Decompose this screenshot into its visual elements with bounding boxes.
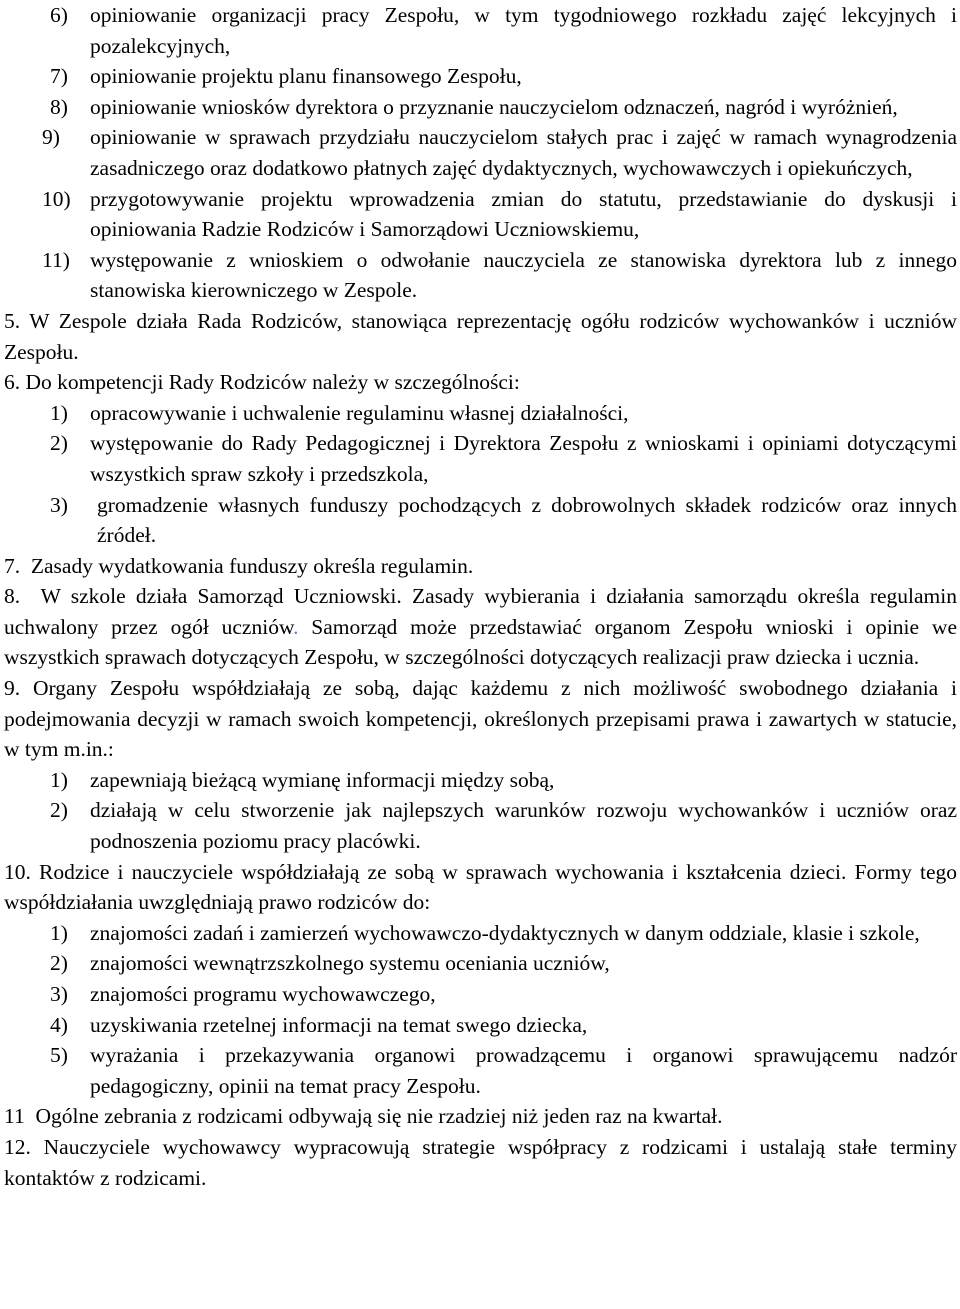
paragraph-number: 7. — [4, 553, 21, 578]
paragraph-text: Zasady wydatkowania funduszy określa regulamin. — [30, 553, 474, 578]
list-number: 4) — [50, 1012, 68, 1037]
list-item — [4, 0, 957, 61]
list-item — [4, 428, 957, 489]
paragraph-text: Do kompetencji Rady Rodziców należy w szczególności: — [25, 370, 520, 395]
paragraph-number: 8. — [4, 584, 21, 609]
list-item — [4, 490, 957, 551]
list-item — [4, 979, 957, 1010]
list-number: 8) — [50, 94, 68, 119]
list-text: opiniowanie wniosków dyrektora o przyznanie nauczycielom odznaczeń, nagród i wyróżnień, — [90, 94, 898, 119]
paragraph-text-continued: Samorząd może przedstawiać organom Zespołu wnioski i opinie we wszystkich sprawach dotyczących Zespołu, w szczególności dotyczących realizacji praw dziecka i ucznia. — [4, 614, 957, 670]
paragraph-number: 9. — [4, 676, 21, 701]
list-text: występowanie do Rady Pedagogicznej i Dyrektora Zespołu z wnioskami i opiniami dotyczącymi wszystkich spraw szkoły i przedszkola, — [90, 431, 957, 486]
paragraph-12 — [4, 1132, 957, 1193]
list-number: 1) — [50, 767, 68, 792]
list-text: działają w celu stworzenie jak najlepszych warunków rozwoju wychowanków i uczniów oraz podnoszenia poziomu pracy placówki. — [90, 798, 957, 854]
paragraph-number: 5. — [4, 308, 21, 333]
list-text: przygotowywanie projektu wprowadzenia zmian do statutu, przedstawianie do dyskusji i opiniowania Radzie Rodziców i Samorządowi Uczniowskiemu, — [90, 186, 957, 242]
list-number: 5) — [50, 1043, 68, 1068]
list-item — [4, 245, 957, 306]
list-number: 1) — [50, 920, 68, 945]
paragraph-text: Rodzice i nauczyciele współdziałają ze sobą w sprawach wychowania i kształcenia dzieci. Formy tego współdziałania uwzględniają prawo rodziców do: — [4, 859, 958, 915]
list-number: 1) — [50, 400, 68, 425]
list-item — [4, 918, 957, 949]
list-item — [4, 92, 957, 123]
list-number: 3) — [50, 492, 68, 517]
paragraph-6 — [4, 367, 957, 398]
list-number: 2) — [50, 431, 68, 456]
paragraph-8 — [4, 581, 957, 673]
list-text: znajomości programu wychowawczego, — [90, 982, 436, 1006]
paragraph-number: 12. — [4, 1134, 31, 1159]
list-item — [4, 398, 957, 429]
list-text: zapewniają bieżącą wymianę informacji między sobą, — [90, 767, 555, 792]
list-number: 11) — [42, 247, 70, 272]
paragraph-text: W Zespole działa Rada Rodziców, stanowiąca reprezentację ogółu rodziców wychowanków i uczniów Zespołu. — [4, 308, 957, 364]
list-text: opiniowanie w sprawach przydziału nauczycielom stałych prac i zajęć w ramach wynagrodzenia zasadniczego oraz dodatkowo płatnych zajęć dydaktycznych, wychowawczych i opiekuńczych, — [90, 125, 957, 180]
paragraph-text: Ogólne zebrania z rodzicami odbywają się nie rzadziej niż jeden raz na kwartał. — [35, 1104, 723, 1129]
list-number: 10) — [42, 186, 71, 211]
paragraph-7 — [4, 551, 957, 582]
list-text: uzyskiwania rzetelnej informacji na temat swego dziecka, — [90, 1012, 588, 1037]
list-item — [4, 1010, 957, 1041]
list-number: 3) — [50, 982, 68, 1006]
list-item — [4, 122, 957, 183]
paragraph-10 — [4, 857, 957, 918]
list-item — [4, 795, 957, 856]
list-item — [4, 184, 957, 245]
list-text: wyrażania i przekazywania organowi prowadzącemu i organowi sprawującemu nadzór pedagogiczny, opinii na temat pracy Zespołu. — [90, 1043, 957, 1098]
paragraph-11 — [4, 1101, 957, 1132]
paragraph-number: 11 — [4, 1104, 25, 1129]
list-item — [4, 765, 957, 796]
list-text: opracowywanie i uchwalenie regulaminu własnej działalności, — [90, 400, 629, 425]
list-item — [4, 1040, 957, 1101]
paragraph-5 — [4, 306, 957, 367]
list-number: 9) — [42, 125, 60, 150]
list-text: znajomości wewnątrzszkolnego systemu oceniania uczniów, — [90, 951, 610, 976]
list-number: 2) — [50, 798, 68, 823]
paragraph-9 — [4, 673, 957, 765]
list-text: gromadzenie własnych funduszy pochodzących z dobrowolnych składek rodziców oraz innych źródeł. — [97, 492, 957, 548]
list-text: opiniowanie projektu planu finansowego Zespołu, — [90, 64, 522, 89]
paragraph-number: 10. — [4, 859, 31, 884]
paragraph-text: W szkole działa Samorząd Uczniowski. Zasady wybierania i działania samorządu określa regulamin uchwalony przez ogół uczniów — [4, 584, 957, 639]
list-number: 6) — [50, 3, 68, 27]
list-item — [4, 948, 957, 979]
list-number: 2) — [50, 951, 68, 976]
blue-period: . — [293, 614, 299, 639]
paragraph-number: 6. — [4, 370, 21, 395]
list-number: 7) — [50, 64, 68, 89]
paragraph-text: Nauczyciele wychowawcy wypracowują strategie współpracy z rodzicami i ustalają stałe terminy kontaktów z rodzicami. — [4, 1134, 957, 1190]
paragraph-text: Organy Zespołu współdziałają ze sobą, dając każdemu z nich możliwość swobodnego działania i podejmowania decyzji w ramach swoich kompetencji, określonych przepisami prawa i zawartych w statucie, w tym m.in.: — [4, 676, 957, 762]
list-text: występowanie z wnioskiem o odwołanie nauczyciela ze stanowiska dyrektora lub z innego stanowiska kierowniczego w Zespole. — [90, 247, 957, 303]
list-text: znajomości zadań i zamierzeń wychowawczo-dydaktycznych w danym oddziale, klasie i szkole, — [90, 920, 920, 945]
list-item — [4, 61, 957, 92]
list-text: opiniowanie organizacji pracy Zespołu, w tym tygodniowego rozkładu zajęć lekcyjnych i pozalekcyjnych, — [90, 3, 957, 58]
